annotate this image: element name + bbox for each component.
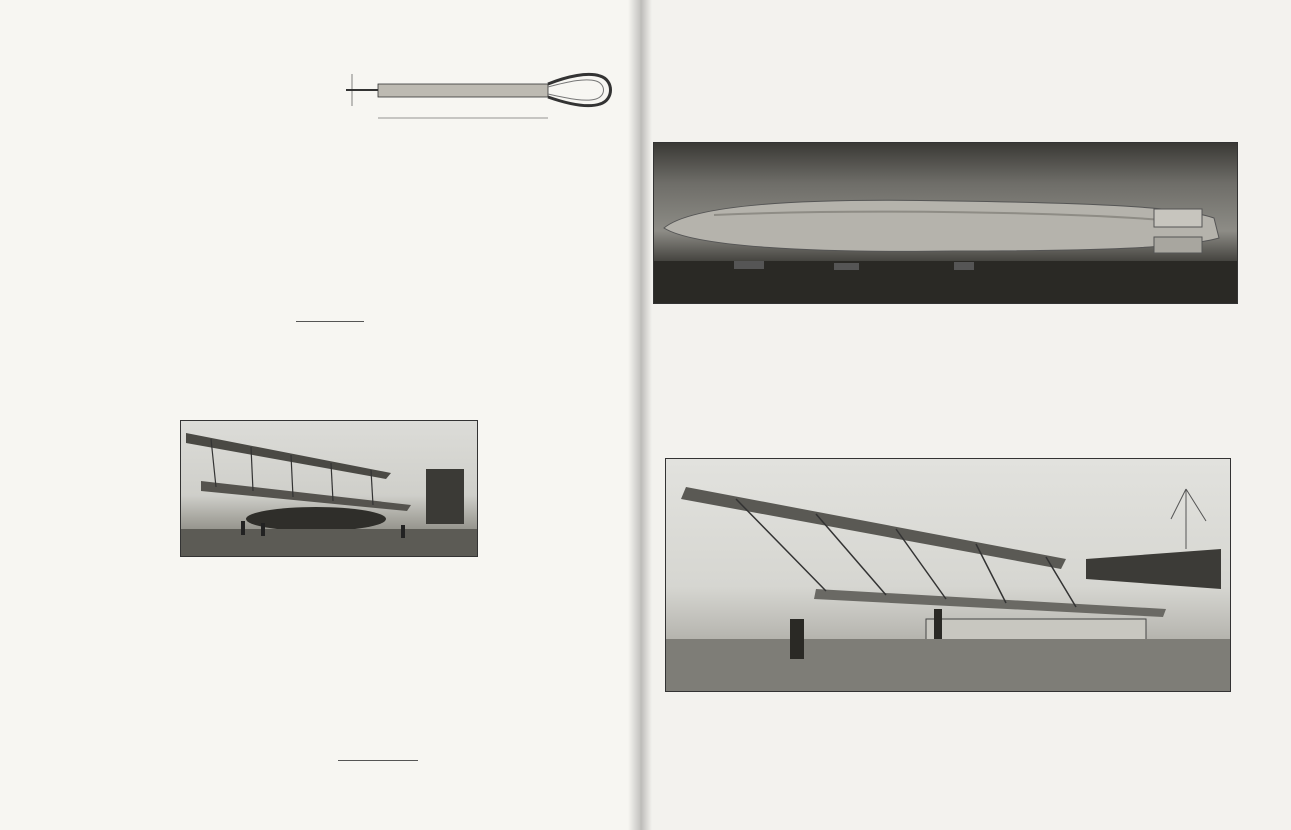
table-3-block	[338, 57, 628, 139]
left-page	[0, 0, 640, 830]
divider-rule	[296, 321, 364, 322]
sunstedt-illustration	[666, 459, 1230, 691]
right-bottom-col-2	[950, 732, 1240, 796]
nc1-illustration	[181, 421, 477, 556]
sunstedt-tail	[1086, 549, 1221, 589]
sunstedt-lower-wing	[814, 589, 1166, 617]
lower-wing	[201, 481, 411, 511]
tail-fin-lower	[1154, 237, 1202, 253]
right-top-col-1	[650, 55, 937, 125]
airship-illustration	[654, 143, 1237, 303]
footnote	[338, 763, 630, 799]
trees	[1171, 489, 1206, 549]
right-mid-col-2	[948, 356, 1240, 444]
right-top-col-2	[948, 55, 1239, 125]
tail	[426, 469, 464, 524]
sunstedt-photo	[665, 458, 1231, 692]
terminal-diagram	[338, 66, 628, 134]
right-bottom-col-1	[652, 732, 940, 796]
page-gutter	[628, 0, 652, 830]
slipway	[666, 639, 1230, 691]
right-mid-col-1	[652, 356, 938, 444]
wrapped-section	[378, 84, 548, 97]
airship-caption	[653, 312, 1236, 322]
sunstedt-upper-wing	[681, 487, 1066, 569]
nc1-photo	[180, 420, 478, 557]
article-column-2-bottom	[338, 588, 630, 758]
table-2-block	[32, 57, 324, 60]
upper-wing	[186, 433, 391, 479]
thimble	[548, 80, 604, 100]
airship-photo	[653, 142, 1238, 304]
top-text-column	[338, 220, 630, 310]
tail-fin-upper	[1154, 209, 1202, 227]
footnote-rule	[338, 760, 418, 761]
article-column-2-top	[338, 370, 630, 412]
right-page	[640, 0, 1291, 830]
cable-loop	[548, 74, 611, 105]
hull	[246, 507, 386, 531]
ground	[181, 529, 477, 556]
article-column-2-side	[492, 407, 630, 587]
airship-hull	[664, 200, 1219, 251]
